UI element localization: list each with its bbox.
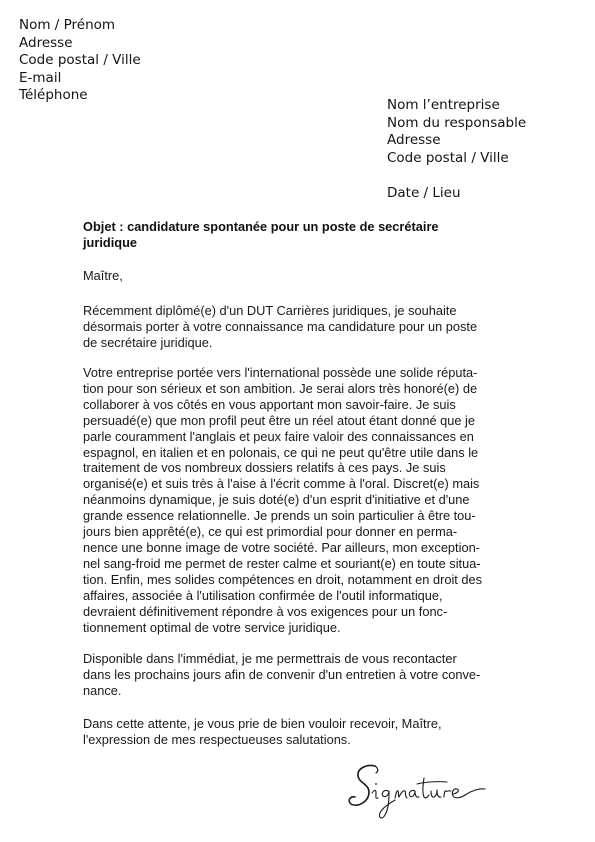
recipient-block <box>387 97 526 202</box>
paragraph-line: néanmoins dynamique, je suis doté(e) d'un esprit d'initiative et d'une <box>83 492 470 508</box>
paragraph-line: organisé(e) et suis très à l'aise à l'écrit comme à l'oral. Discret(e) mais <box>83 476 480 492</box>
recipient-postal-city: Code postal / Ville <box>387 149 509 166</box>
sender-address: Adresse <box>19 34 73 51</box>
letter-body <box>83 219 513 747</box>
subject-line <box>83 219 513 251</box>
paragraph-line: de secrétaire juridique. <box>83 334 213 350</box>
paragraph-line: traitement de vos nombreux dossiers relatifs à ces pays. Je suis <box>83 460 446 476</box>
salutation: Maître, <box>83 268 123 283</box>
date-place: Date / Lieu <box>387 184 461 201</box>
paragraph-availability <box>83 651 480 699</box>
paragraph-line: tionnement optimal de votre service juridique. <box>83 619 341 635</box>
paragraph-line: Dans cette attente, je vous prie de bien vouloir recevoir, Maître, <box>83 716 442 731</box>
sender-phone: Téléphone <box>19 87 88 103</box>
recipient-spacer <box>387 167 526 185</box>
recipient-company: Nom l’entreprise <box>387 97 500 113</box>
paragraph-line: affaires, associée à l'utilisation confirmée de l'outil informatique, <box>83 587 443 603</box>
paragraph-line: Votre entreprise portée vers l'international possède une solide réputa- <box>83 365 478 380</box>
subject-line-2: juridique <box>83 234 138 250</box>
paragraph-line: jours bien apprêté(e), ce qui est primordial pour donner en perma- <box>83 524 458 540</box>
paragraph-line: grande essence relationnelle. Je prends un soin particulier à être tou- <box>83 508 476 524</box>
sender-name: Nom / Prénom <box>19 17 116 33</box>
sender-postal-city: Code postal / Ville <box>19 52 141 68</box>
paragraph-line: dans les prochains jours afin de convenir d'un entretien à votre conve- <box>83 666 481 682</box>
sender-block <box>19 17 141 105</box>
paragraph-motivation <box>83 365 482 635</box>
handwritten-signature <box>345 760 490 825</box>
paragraph-line: l'expression de mes respectueuses salutations. <box>83 731 351 747</box>
paragraph-line: nance. <box>83 682 122 698</box>
paragraph-line: devraient définitivement répondre à vos exigences pour un fonc- <box>83 603 448 619</box>
paragraph-line: persuadé(e) que mon profil peut être un réel atout étant donné que je <box>83 412 475 428</box>
paragraph-closing <box>83 716 442 748</box>
sender-email: E-mail <box>19 69 62 86</box>
paragraph-line: tion pour son sérieux et son ambition. Je serai alors très honoré(e) de <box>83 380 478 396</box>
recipient-manager: Nom du responsable <box>387 114 527 131</box>
recipient-address: Adresse <box>387 132 441 148</box>
subject-line-1: Objet : candidature spontanée pour un poste de secrétaire <box>83 219 439 234</box>
paragraph-line: Récemment diplômé(e) d'un DUT Carrières juridiques, je souhaite <box>83 303 457 318</box>
paragraph-line: tion. Enfin, mes solides compétences en droit, notamment en droit des <box>83 571 483 587</box>
paragraph-intro <box>83 303 477 351</box>
paragraph-line: collaborer à vos côtés en vous apportant mon savoir-faire. Je suis <box>83 396 456 412</box>
paragraph-line: désormais porter à votre connaissance ma candidature pour un poste <box>83 318 478 334</box>
paragraph-line: nel sang-froid me permet de rester calme et souriant(e) en toute situa- <box>83 555 481 571</box>
paragraph-line: espagnol, en italien et en polonais, ce qui ne peut qu'être utile dans le <box>83 444 479 460</box>
paragraph-line: parle couramment l'anglais et peux faire valoir des connaissances en <box>83 428 474 444</box>
paragraph-line: nence une bonne image de votre société. Par ailleurs, mon exception- <box>83 539 480 555</box>
paragraph-line: Disponible dans l'immédiat, je me permettrais de vous recontacter <box>83 651 457 666</box>
